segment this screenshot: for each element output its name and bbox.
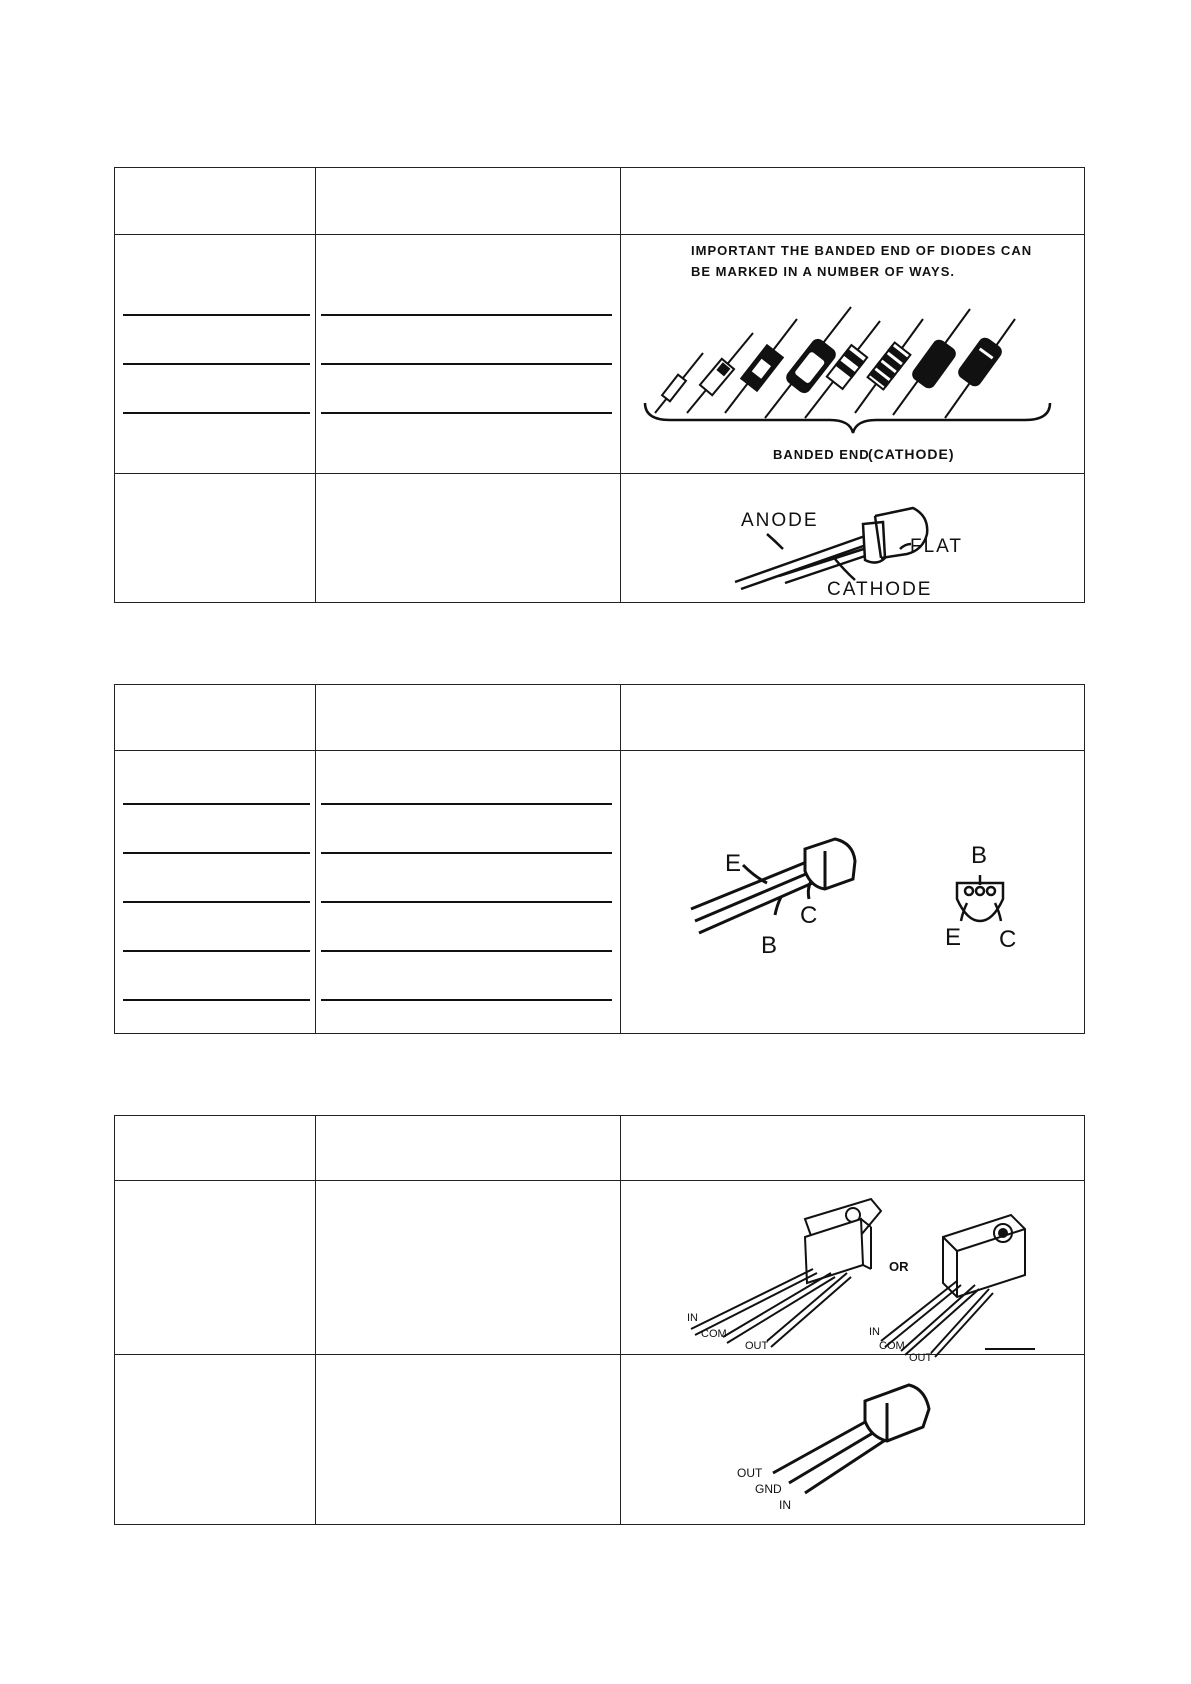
diode-row [115,235,1084,474]
answer-line[interactable] [123,901,310,903]
top-view-c-label: C [999,926,1017,953]
to126-in-label: IN [869,1326,880,1338]
pin-c-label: C [800,902,818,929]
led-illustration [715,486,1015,598]
diode-table [114,167,1085,603]
answer-line[interactable] [123,852,310,854]
answer-line[interactable] [321,950,612,952]
to126-com-label: COM [879,1340,905,1352]
answer-line[interactable] [321,363,612,365]
to220-out-label: OUT [745,1340,769,1352]
answer-line[interactable] [321,852,612,854]
to92-out-label: OUT [737,1466,763,1480]
top-view-e-label: E [945,924,962,951]
transistor-table [114,684,1085,1034]
transistor-top-view-illustration [933,831,1043,961]
pin-e-label: E [725,850,742,877]
answer-line[interactable] [123,412,310,414]
answer-line[interactable] [321,999,612,1001]
regulator-table [114,1115,1085,1525]
answer-line[interactable] [123,314,310,316]
header-row [115,1116,1084,1181]
to92-in-label: IN [779,1498,791,1512]
or-label: OR [889,1259,909,1274]
answer-line[interactable] [321,803,612,805]
led-anode-label: ANODE [741,510,819,531]
diode-banded-end-illustration [625,235,1080,472]
to220-row [115,1181,1084,1364]
banded-note-line1: IMPORTANT THE BANDED END OF DIODES CAN [691,243,1033,258]
answer-line[interactable] [321,901,612,903]
led-row [115,474,1084,602]
regulator-to220-illustration [685,1189,1065,1364]
to126-out-label: OUT [909,1352,933,1364]
pin-b-label: B [761,932,778,959]
led-cathode-label: CATHODE [827,579,933,600]
led-flat-label: FLAT [910,536,964,557]
to220-com-label: COM [701,1328,727,1340]
banded-end-label: BANDED END [773,447,870,462]
to92-row [115,1355,1084,1524]
answer-line[interactable] [321,314,612,316]
transistor-to92-illustration [685,831,885,961]
answer-line[interactable] [321,412,612,414]
answer-line[interactable] [123,999,310,1001]
to220-in-label: IN [687,1312,698,1324]
to92-gnd-label: GND [755,1482,782,1496]
header-row [115,168,1084,235]
answer-line[interactable] [123,950,310,952]
header-row [115,685,1084,751]
answer-line[interactable] [123,363,310,365]
answer-line[interactable] [123,803,310,805]
top-view-b-label: B [971,842,988,869]
cathode-paren-label: (CATHODE) [868,446,955,462]
regulator-to92-illustration [737,1363,967,1523]
transistor-row [115,751,1084,1033]
banded-note-line2: BE MARKED IN A NUMBER OF WAYS. [691,264,956,279]
